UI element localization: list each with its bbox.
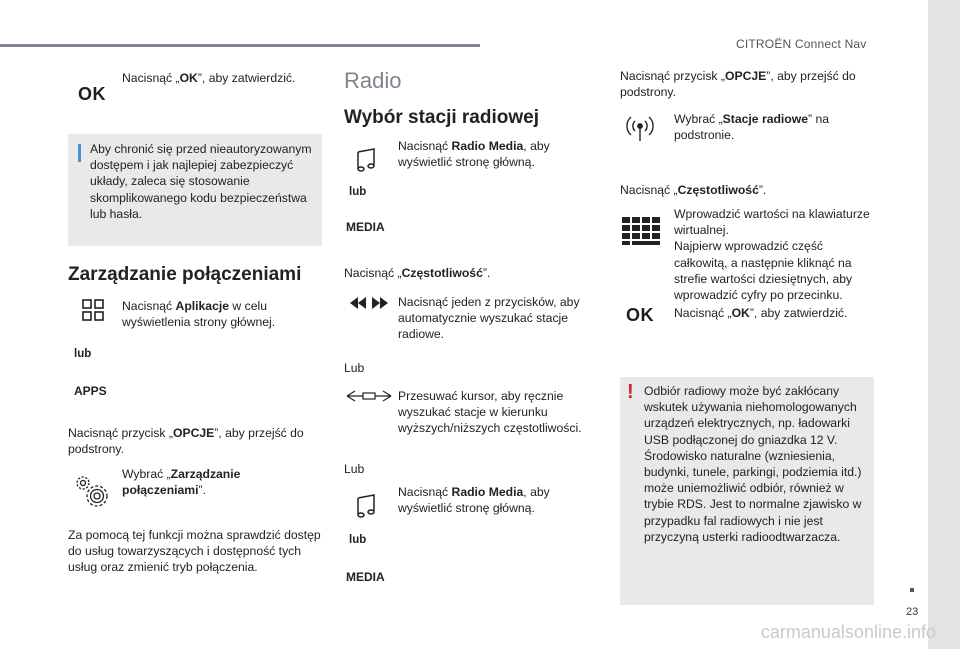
or-label: Lub	[344, 361, 365, 375]
connections-description: Za pomocą tej funkcji można sprawdzić dostęp do usług towarzyszących i dostępność tych usług oraz zmienić tryb połączenia.	[68, 528, 321, 575]
music-note-icon	[356, 494, 376, 518]
options-instruction-radio: Nacisnąć przycisk „OPCJE”, aby przejść do podstrony.	[620, 69, 856, 100]
top-rule	[0, 44, 480, 47]
info-icon	[78, 144, 81, 162]
warning-icon: !	[627, 381, 634, 403]
info-box	[68, 134, 322, 246]
stations-instruction: Wybrać „Stacje radiowe” na podstronie.	[674, 112, 830, 143]
watermark: carmanualsonline.info	[760, 622, 936, 642]
media-button-label: MEDIA	[346, 220, 385, 234]
warning-text: Odbiór radiowy może być zakłócany wskutek używania niehomologowanych urządzeń elektrycznych, np. ładowarki USB podłączonej do gniazdka 12 V. Środowisko naturalne (wzniesienia, budynki, tunele, parkingi, podziemia itd.) może uniemożliwić odbiór, również w trybie RDS. Jest to normalne zjawisko w przypadku fal radiowych i nie jest przyczyną usterki radioodtwarzacza.	[644, 384, 862, 544]
info-text: Aby chronić się przed nieautoryzowanym dostępem i jak najlepiej zabezpieczyć układy, zaleca się stosowanie skomplikowanego kodu bezpieczeństwa lub hasła.	[90, 142, 312, 221]
apps-button-label: APPS	[74, 384, 107, 398]
ok-instruction: Nacisnąć „OK”, aby zatwierdzić.	[122, 71, 296, 85]
page-edge-band	[928, 0, 960, 649]
ok-instruction-radio: Nacisnąć „OK”, aby zatwierdzić.	[674, 306, 848, 320]
section-title-connections: Zarządzanie połączeniami	[68, 264, 302, 285]
radio-media-instruction-2: Nacisnąć Radio Media, aby wyświetlić stronę główną.	[398, 485, 550, 516]
apps-grid-icon	[82, 299, 104, 321]
or-label: Lub	[344, 462, 365, 476]
keyboard-icon	[622, 217, 662, 245]
manage-instruction: Wybrać „Zarządzanie połączeniami”.	[122, 467, 241, 498]
slider-arrows-icon	[346, 390, 392, 402]
keyboard-instruction: Wprowadzić wartości na klawiaturze wirtualnej. Najpierw wprowadzić część całkowitą, a następnie kliknąć na strefie wartości dziesiętnych, aby wprowadzić cyfry po przecinku.	[674, 207, 870, 303]
subsection-title-station: Wybór stacji radiowej	[344, 107, 539, 128]
apps-instruction: Nacisnąć Aplikacje w celu wyświetlenia strony głównej.	[122, 299, 276, 330]
lub-label: lub	[349, 186, 367, 198]
gear-icon	[72, 472, 112, 510]
radio-media-instruction: Nacisnąć Radio Media, aby wyświetlić stronę główną.	[398, 139, 550, 170]
ok-icon: OK	[626, 305, 654, 325]
page-bullet-mark	[910, 588, 914, 592]
frequency-instruction: Nacisnąć „Częstotliwość”.	[344, 266, 491, 280]
section-title-radio: Radio	[344, 68, 402, 93]
ok-icon: OK	[78, 84, 106, 104]
seek-instruction: Nacisnąć jeden z przycisków, aby automatycznie wyszukać stacje radiowe.	[398, 295, 580, 342]
lub-label: lub	[349, 534, 367, 546]
music-note-icon	[356, 148, 376, 172]
frequency-instruction-radio: Nacisnąć „Częstotliwość”.	[620, 183, 767, 197]
header-brand: CITROËN Connect Nav	[736, 37, 867, 51]
warning-box	[620, 377, 874, 605]
seek-arrows-icon	[350, 296, 388, 310]
page-number: 23	[906, 606, 919, 618]
radio-antenna-icon	[626, 114, 654, 142]
media-button-label-2: MEDIA	[346, 570, 385, 584]
options-instruction: Nacisnąć przycisk „OPCJE”, aby przejść do podstrony.	[68, 426, 304, 457]
lub-label: lub	[74, 348, 92, 360]
slider-instruction: Przesuwać kursor, aby ręcznie wyszukać stacje w kierunku wyższych/niższych częstotliwości.	[398, 389, 582, 436]
